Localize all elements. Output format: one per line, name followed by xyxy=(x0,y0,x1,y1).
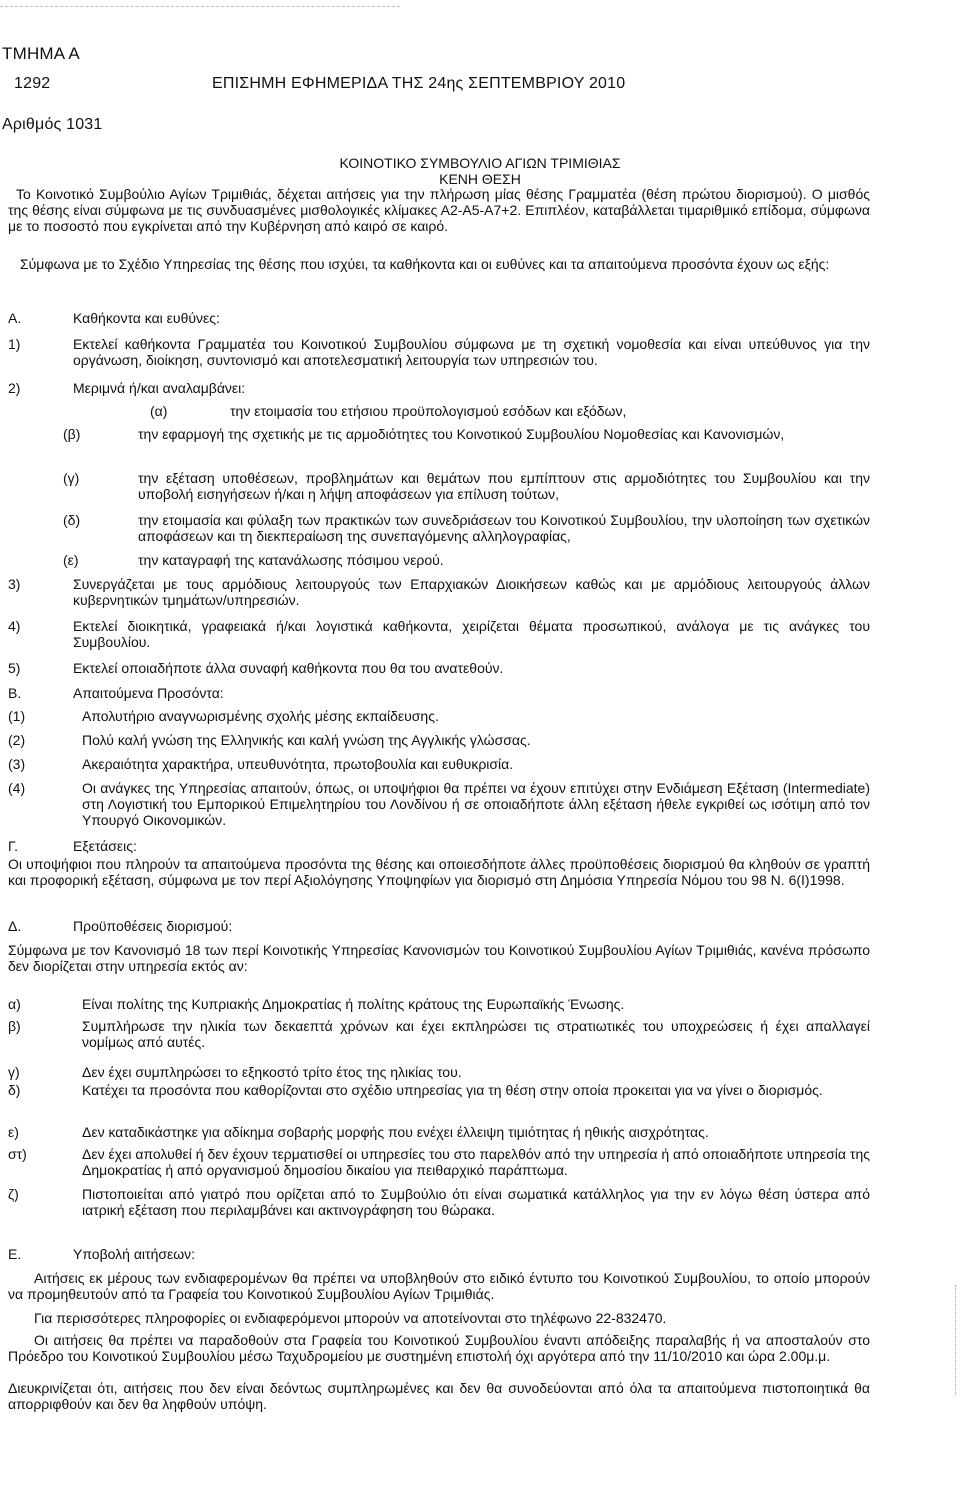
scan-edge-top xyxy=(0,6,400,7)
section-d-intro: Σύμφωνα με τον Κανονισμό 18 των περί Κοινοτικής Υπηρεσίας Κανονισμών του Κοινοτικού Συμβουλίου Αγίων Τριμιθιάς, κανένα πρόσωπο δεν διορίζεται στην υπηρεσία εκτός αν: xyxy=(8,942,870,974)
notice-subtitle: ΚΕΝΗ ΘΕΣΗ xyxy=(439,171,521,187)
intro-paragraph-2: Σύμφωνα με το Σχέδιο Υπηρεσίας της θέσης που ισχύει, τα καθήκοντα και οι ευθύνες και τα απαιτούμενα προσόντα έχουν ως εξής: xyxy=(20,256,830,272)
section-a-title: Καθήκοντα και ευθύνες: xyxy=(73,310,220,326)
intro-paragraph: Το Κοινοτικό Συμβούλιο Αγίων Τριμιθιάς, δέχεται αιτήσεις για την πλήρωση μίας θέσης Γραμματέα (θέση πρώτου διορισμού). Ο μισθός της θέσης είναι σύμφωνα με τις συνδυασμένες μισθολογικές κλίμακες Α2-Α5-Α7+2. Επιπλέον, καταβάλλεται τιμαριθμικό επίδομα, σύμφωνα με το ποσοστό που εγκρίνεται από την Κυβέρνηση από καιρό σε καιρό. xyxy=(8,186,870,234)
scan-edge-right xyxy=(955,1285,956,1395)
section-c-text: Οι υποψήφιοι που πληρούν τα απαιτούμενα προσόντα της θέσης και οποιεσδήποτε άλλες προϋποθέσεις διορισμού θα κληθούν σε γραπτή και προφορική εξέταση, σύμφωνα με τον περί Αξιολόγησης Υποψηφίων για διορισμό στη Δημόσια Υπηρεσία Νόμου του 98 Ν. 6(Ι)1998. xyxy=(8,856,870,888)
section-e-deadline: Οι αιτήσεις θα πρέπει να παραδοθούν στα Γραφεία του Κοινοτικού Συμβουλίου έναντι απόδειξης παραλαβής ή να αποσταλούν στο Πρόεδρο του Κοινοτικού Συμβουλίου μέσω Ταχυδρομείου με συστημένη επιστολή όχι αργότερα από την 11/10/2010 και ώρα 2.00μ.μ. xyxy=(8,1332,870,1364)
notice-title: ΚΟΙΝΟΤΙΚΟ ΣΥΜΒΟΥΛΙΟ ΑΓΙΩΝ ΤΡΙΜΙΘΙΑΣ xyxy=(339,155,621,171)
section-label: ΤΜΗΜΑ Α xyxy=(2,44,80,63)
section-e-phone: Για περισσότερες πληροφορίες οι ενδιαφερόμενοι μπορούν να αποτείνονται στο τηλέφωνο 22-832470. xyxy=(34,1310,667,1326)
page-number: 1292 xyxy=(14,75,51,92)
gazette-title: ΕΠΙΣΗΜΗ ΕΦΗΜΕΡΙΔΑ ΤΗΣ 24ης ΣΕΠΤΕΜΒΡΙΟΥ 2010 xyxy=(212,75,626,92)
notice-number: Αριθμός 1031 xyxy=(2,116,103,133)
section-e-note: Διευκρινίζεται ότι, αιτήσεις που δεν είναι δεόντως συμπληρωμένες και δεν θα συνοδεύονται από όλα τα απαιτούμενα πιστοποιητικά θα απορριφθούν και δεν θα ληφθούν υπόψη. xyxy=(8,1380,870,1412)
section-a-label: Α. xyxy=(8,310,22,326)
section-e-paragraph: Αιτήσεις εκ μέρους των ενδιαφερομένων θα πρέπει να υποβληθούν στο ειδικό έντυπο του Κοινοτικού Συμβουλίου, το οποίο μπορούν να προμηθευτούν από τα Γραφεία του Κοινοτικού Συμβουλίου Αγίων Τριμιθιάς. xyxy=(8,1270,870,1302)
